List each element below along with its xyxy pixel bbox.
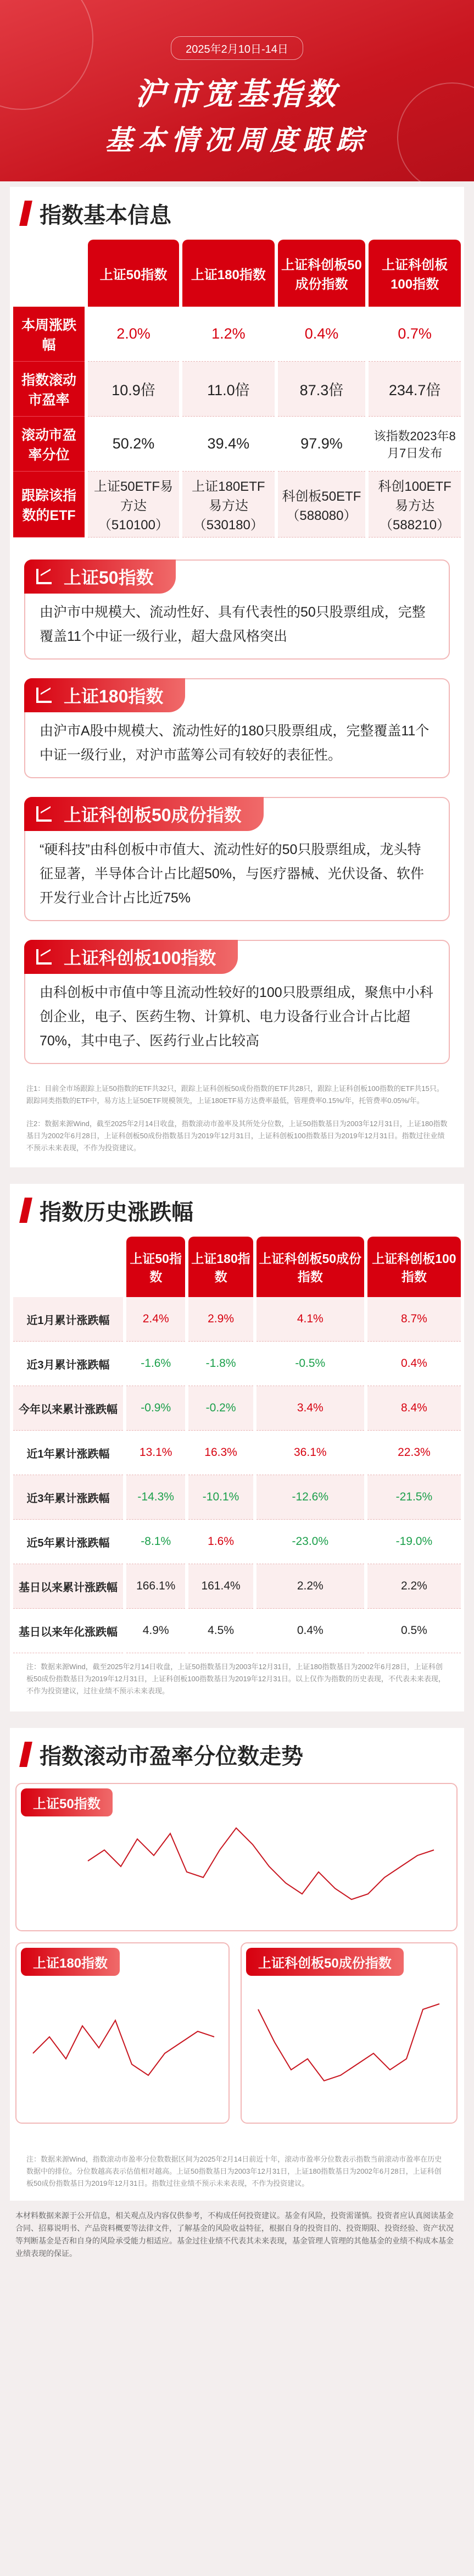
table-row xyxy=(13,472,461,538)
column-header: 上证科创板100指数 xyxy=(369,240,461,307)
row-label: 近5年累计涨跌幅 xyxy=(13,1520,123,1564)
table-cell: 11.0倍 xyxy=(182,362,275,417)
table-cell: -12.6% xyxy=(256,1475,364,1520)
card-title: 上证科创板100指数 xyxy=(64,948,216,968)
table-cell: 4.9% xyxy=(126,1609,185,1653)
page-subtitle: 基本情况周度跟踪 xyxy=(105,125,369,156)
table-cell: 科创板50ETF（588080） xyxy=(278,472,365,538)
index-card xyxy=(24,940,450,1064)
table-cell: -23.0% xyxy=(256,1520,364,1564)
table-corner xyxy=(13,1237,123,1297)
card-text: 由沪市中规模大、流动性好、具有代表性的50只股票组成，完整覆盖11个中证一级行业，超大盘风格突出 xyxy=(40,605,426,644)
table-cell: 0.5% xyxy=(367,1609,461,1653)
card-tab xyxy=(24,797,264,831)
table-cell: -14.3% xyxy=(126,1475,185,1520)
row-label: 近3月累计涨跌幅 xyxy=(13,1342,123,1386)
table-cell: 8.7% xyxy=(367,1297,461,1342)
table-cell: 13.1% xyxy=(126,1431,185,1475)
chart-icon xyxy=(36,569,52,584)
chart-label: 上证180指数 xyxy=(21,1948,120,1976)
card-title: 上证科创板50成份指数 xyxy=(64,805,242,825)
card-text: “硬科技”由科创板中市值大、流动性好的50只股票组成，龙头特征显著，半导体合计占比超50%，与医疗器械、光伏设备、软件开发行业合计占比近75% xyxy=(40,842,425,906)
chart-icon xyxy=(36,949,52,965)
table-cell: 4.5% xyxy=(188,1609,253,1653)
table-cell: 50.2% xyxy=(88,417,179,472)
table-cell: -1.6% xyxy=(126,1342,185,1386)
pe-section xyxy=(10,1728,464,2146)
table-row xyxy=(13,417,461,472)
header-banner xyxy=(0,0,474,181)
column-header: 上证科创板100指数 xyxy=(367,1237,461,1297)
footnote: 注：数据来源Wind，指数滚动市盈率分位数数据区间为2025年2月14日前近十年，滚动市盈率分位数表示指数当前滚动市盈率在历史数据中的排位。分位数越高表示估值相对越高。上证50指数基日为2003年12月31日，上证180指数基日为2002年6月28日，上证科创板50成份指数基日为2019年12月31日。指数过往业绩不预示未来表现，不作为投资建议。 xyxy=(10,2146,464,2201)
row-label: 近3年累计涨跌幅 xyxy=(13,1475,123,1520)
table-cell: 2.2% xyxy=(256,1564,364,1609)
table-cell: -8.1% xyxy=(126,1520,185,1564)
section-title: 指数基本信息 xyxy=(40,203,171,228)
basic-info-table xyxy=(10,240,464,538)
table-row xyxy=(13,1297,461,1342)
row-label: 近1年累计涨跌幅 xyxy=(13,1431,123,1475)
table-cell: 0.4% xyxy=(256,1609,364,1653)
table-cell: -0.5% xyxy=(256,1342,364,1386)
table-row xyxy=(13,1342,461,1386)
table-row xyxy=(13,1609,461,1653)
index-card xyxy=(24,797,450,921)
section-bar-icon xyxy=(19,1742,32,1767)
table-cell: 0.7% xyxy=(369,307,461,362)
table-cell: 16.3% xyxy=(188,1431,253,1475)
row-label: 本周涨跌幅 xyxy=(13,307,85,362)
chart-label: 上证50指数 xyxy=(21,1788,113,1816)
footnote: 注1：目前全市场跟踪上证50指数的ETF共32只，跟踪上证科创板50成份指数的ETF共28只，跟踪上证科创板100指数的ETF共15只。跟踪同类指数的ETF中，易方达上证50ETF规模领先，上证180ETF易方达费率最低，管理费率0.15%/年，托管费率0.05%/年。 xyxy=(26,1084,444,1105)
table-cell: 2.2% xyxy=(367,1564,461,1609)
chart-label: 上证科创板50成份指数 xyxy=(246,1948,404,1976)
pe-line xyxy=(88,1828,434,1899)
table-cell: 1.2% xyxy=(182,307,275,362)
table-cell: -21.5% xyxy=(367,1475,461,1520)
table-row xyxy=(13,307,461,362)
column-header: 上证科创板50成份指数 xyxy=(278,240,365,307)
card-title: 上证180指数 xyxy=(64,686,164,706)
table-cell: 87.3倍 xyxy=(278,362,365,417)
history-table xyxy=(10,1237,464,1653)
row-label: 基日以来年化涨跌幅 xyxy=(13,1609,123,1653)
table-cell: 36.1% xyxy=(256,1431,364,1475)
table-cell: 上证50ETF易方达（510100） xyxy=(88,472,179,538)
card-tab xyxy=(24,678,185,712)
table-cell: -0.9% xyxy=(126,1386,185,1431)
row-label: 今年以来累计涨跌幅 xyxy=(13,1386,123,1431)
table-row xyxy=(13,1431,461,1475)
table-cell: 10.9倍 xyxy=(88,362,179,417)
pe-chart-sz50 xyxy=(15,1783,458,1931)
row-label: 指数滚动市盈率 xyxy=(13,362,85,417)
table-cell: 4.1% xyxy=(256,1297,364,1342)
table-cell: 8.4% xyxy=(367,1386,461,1431)
date-range: 2025年2月10日-14日 xyxy=(171,36,303,60)
pe-line xyxy=(33,2020,214,2075)
table-cell: 39.4% xyxy=(182,417,275,472)
table-cell: 3.4% xyxy=(256,1386,364,1431)
table-cell: 97.9% xyxy=(278,417,365,472)
card-text: 由沪市A股中规模大、流动性好的180只股票组成，完整覆盖11个中证一级行业，对沪市蓝筹公司有较好的表征性。 xyxy=(40,723,430,763)
row-label: 跟踪该指数的ETF xyxy=(13,472,85,538)
column-header: 上证50指数 xyxy=(126,1237,185,1297)
card-text: 由科创板中市值中等且流动性较好的100只股票组成，聚焦中小科创企业，电子、医药生物、计算机、电力设备行业合计占比超70%，其中电子、医药行业占比较高 xyxy=(40,985,433,1049)
row-label: 滚动市盈率分位 xyxy=(13,417,85,472)
table-cell: -0.2% xyxy=(188,1386,253,1431)
section-title: 指数历史涨跌幅 xyxy=(40,1200,193,1225)
section-header xyxy=(10,187,464,240)
table-cell: 22.3% xyxy=(367,1431,461,1475)
footnote: 注：数据来源Wind，截至2025年2月14日收盘，上证50指数基日为2003年12月31日，上证180指数基日为2002年6月28日，上证科创板50成份指数基日为2019年12月31日，上证科创板100指数基日为2019年12月31日。以上仅作为指数的历史表现，不代表未来表现，不作为投资建议，过往业绩不预示未来表现。 xyxy=(26,1663,445,1695)
row-label: 基日以来累计涨跌幅 xyxy=(13,1564,123,1609)
basic-info-section xyxy=(10,187,464,1167)
column-header: 上证180指数 xyxy=(182,240,275,307)
table-cell: 科创100ETF易方达（588210） xyxy=(369,472,461,538)
section-header xyxy=(10,1184,464,1237)
table-row xyxy=(13,362,461,417)
table-cell: -10.1% xyxy=(188,1475,253,1520)
column-header: 上证科创板50成份指数 xyxy=(256,1237,364,1297)
pe-chart-kc50 xyxy=(241,1942,458,2124)
table-cell: 2.0% xyxy=(88,307,179,362)
card-tab xyxy=(24,940,238,974)
table-cell: 234.7倍 xyxy=(369,362,461,417)
footnote: 注2：数据来源Wind，截至2025年2月14日收盘，指数滚动市盈率及其所处分位数，上证50指数基日为2003年12月31日，上证180指数基日为2002年6月28日，上证科创板50成份指数基日为2019年12月31日，上证科创板100指数基日为2019年12月31日。指数过往业绩不预示未来表现，不作为投资建议。 xyxy=(26,1120,448,1152)
table-cell: 0.4% xyxy=(367,1342,461,1386)
section-title: 指数滚动市盈率分位数走势 xyxy=(40,1744,303,1769)
table-cell: 166.1% xyxy=(126,1564,185,1609)
pe-chart-sz180 xyxy=(15,1942,230,2124)
table-row xyxy=(13,1564,461,1609)
card-tab xyxy=(24,559,176,594)
table-cell: -19.0% xyxy=(367,1520,461,1564)
chart-icon xyxy=(36,806,52,822)
table-cell: 161.4% xyxy=(188,1564,253,1609)
section-bar-icon xyxy=(19,1198,32,1223)
chart-icon xyxy=(36,688,52,703)
table-cell: 该指数2023年8月7日发布 xyxy=(369,417,461,472)
card-title: 上证50指数 xyxy=(64,568,154,588)
page-title: 沪市宽基指数 xyxy=(135,76,339,111)
table-cell: 2.9% xyxy=(188,1297,253,1342)
table-row xyxy=(13,1475,461,1520)
table-cell: 2.4% xyxy=(126,1297,185,1342)
table-row xyxy=(13,1386,461,1431)
table-cell: 1.6% xyxy=(188,1520,253,1564)
disclaimer: 本材料数据来源于公开信息，相关观点及内容仅供参考，不构成任何投资建议。基金有风险，投资需谨慎。投资者应认真阅读基金合同、招募说明书、产品资料概要等法律文件，了解基金的风险收益特征，根据自身的投资目的、投资期限、投资经验、资产状况等判断基金是否和自身的风险承受能力相适应。基金过往业绩不代表其未来表现，基金管理人管理的其他基金的业绩不构成本基金业绩表现的保证。 xyxy=(15,2211,454,2258)
table-corner xyxy=(13,240,85,307)
column-header: 上证180指数 xyxy=(188,1237,253,1297)
table-cell: 上证180ETF易方达（530180） xyxy=(182,472,275,538)
column-header: 上证50指数 xyxy=(88,240,179,307)
table-row xyxy=(13,1520,461,1564)
row-label: 近1月累计涨跌幅 xyxy=(13,1297,123,1342)
history-section xyxy=(10,1184,464,1711)
section-bar-icon xyxy=(19,201,32,226)
index-card xyxy=(24,678,450,778)
index-card xyxy=(24,559,450,660)
table-cell: 0.4% xyxy=(278,307,365,362)
section-header xyxy=(10,1728,464,1781)
pe-line xyxy=(258,2004,439,2081)
table-cell: -1.8% xyxy=(188,1342,253,1386)
